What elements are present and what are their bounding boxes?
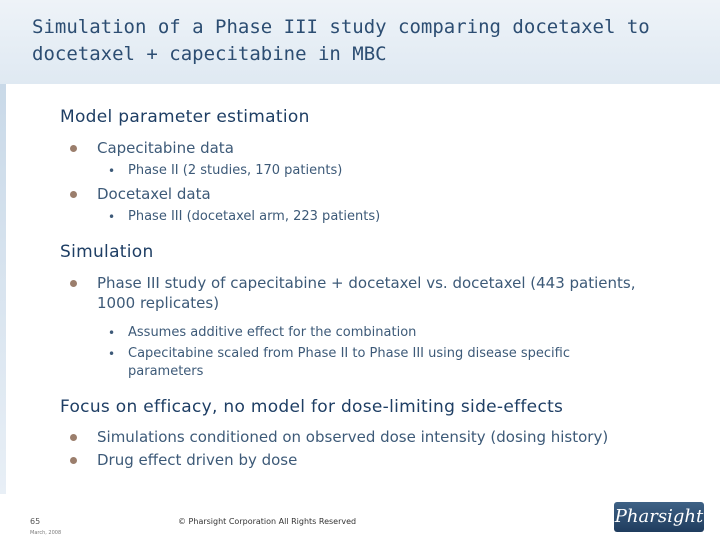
subbullet-phase2 [60,162,700,180]
bullet-drug-effect [60,450,700,470]
bullet-simulations-conditioned [60,427,700,447]
section-heading-simulation: Simulation [60,242,154,262]
subbullet-scaled [60,345,628,381]
slide-content [60,105,700,470]
subbullet-text: Phase II (2 studies, 170 patients) [128,163,343,178]
bullet-dot-icon [70,280,77,287]
footer-copyright: © Pharsight Corporation All Rights Reserved [178,517,357,526]
page-number: 65 [30,517,41,526]
bullet-text: Phase III study of capecitabine + docetaxel vs. docetaxel (443 patients, 1000 replicates) [97,274,636,312]
slide-title: Simulation of a Phase III study comparing docetaxel to docetaxel + capecitabine in MBC [32,16,650,65]
bullet-phase3-study [60,273,677,313]
bullet-dot-icon [70,457,77,464]
subbullet-text: Phase III (docetaxel arm, 223 patients) [128,209,381,224]
bullet-dot-icon [70,434,77,441]
bullet-text: Capecitabine data [97,139,234,157]
sub-bullet-icon: • [108,326,116,340]
section-heading-focus: Focus on efficacy, no model for dose-limiting side-effects [60,397,564,417]
bullet-dot-icon [70,191,77,198]
left-accent-bar [0,84,6,494]
sub-bullet-icon: • [108,347,116,361]
bullet-capecitabine-data [60,138,700,158]
sub-bullet-icon: • [108,164,116,178]
bullet-text: Drug effect driven by dose [97,451,298,469]
bullet-docetaxel-data [60,184,700,204]
subbullet-phase3 [60,208,700,226]
pharsight-logo: Pharsight [614,502,704,532]
subbullet-text: Capecitabine scaled from Phase II to Phase III using disease specific parameters [128,346,570,379]
subbullet-additive [60,324,700,342]
bullet-text: Docetaxel data [97,185,211,203]
subbullet-text: Assumes additive effect for the combination [128,325,417,340]
bullet-text: Simulations conditioned on observed dose intensity (dosing history) [97,428,609,446]
bullet-dot-icon [70,145,77,152]
footer-date: March, 2008 [30,530,62,536]
section-heading-model: Model parameter estimation [60,107,310,127]
sub-bullet-icon: • [108,210,116,224]
